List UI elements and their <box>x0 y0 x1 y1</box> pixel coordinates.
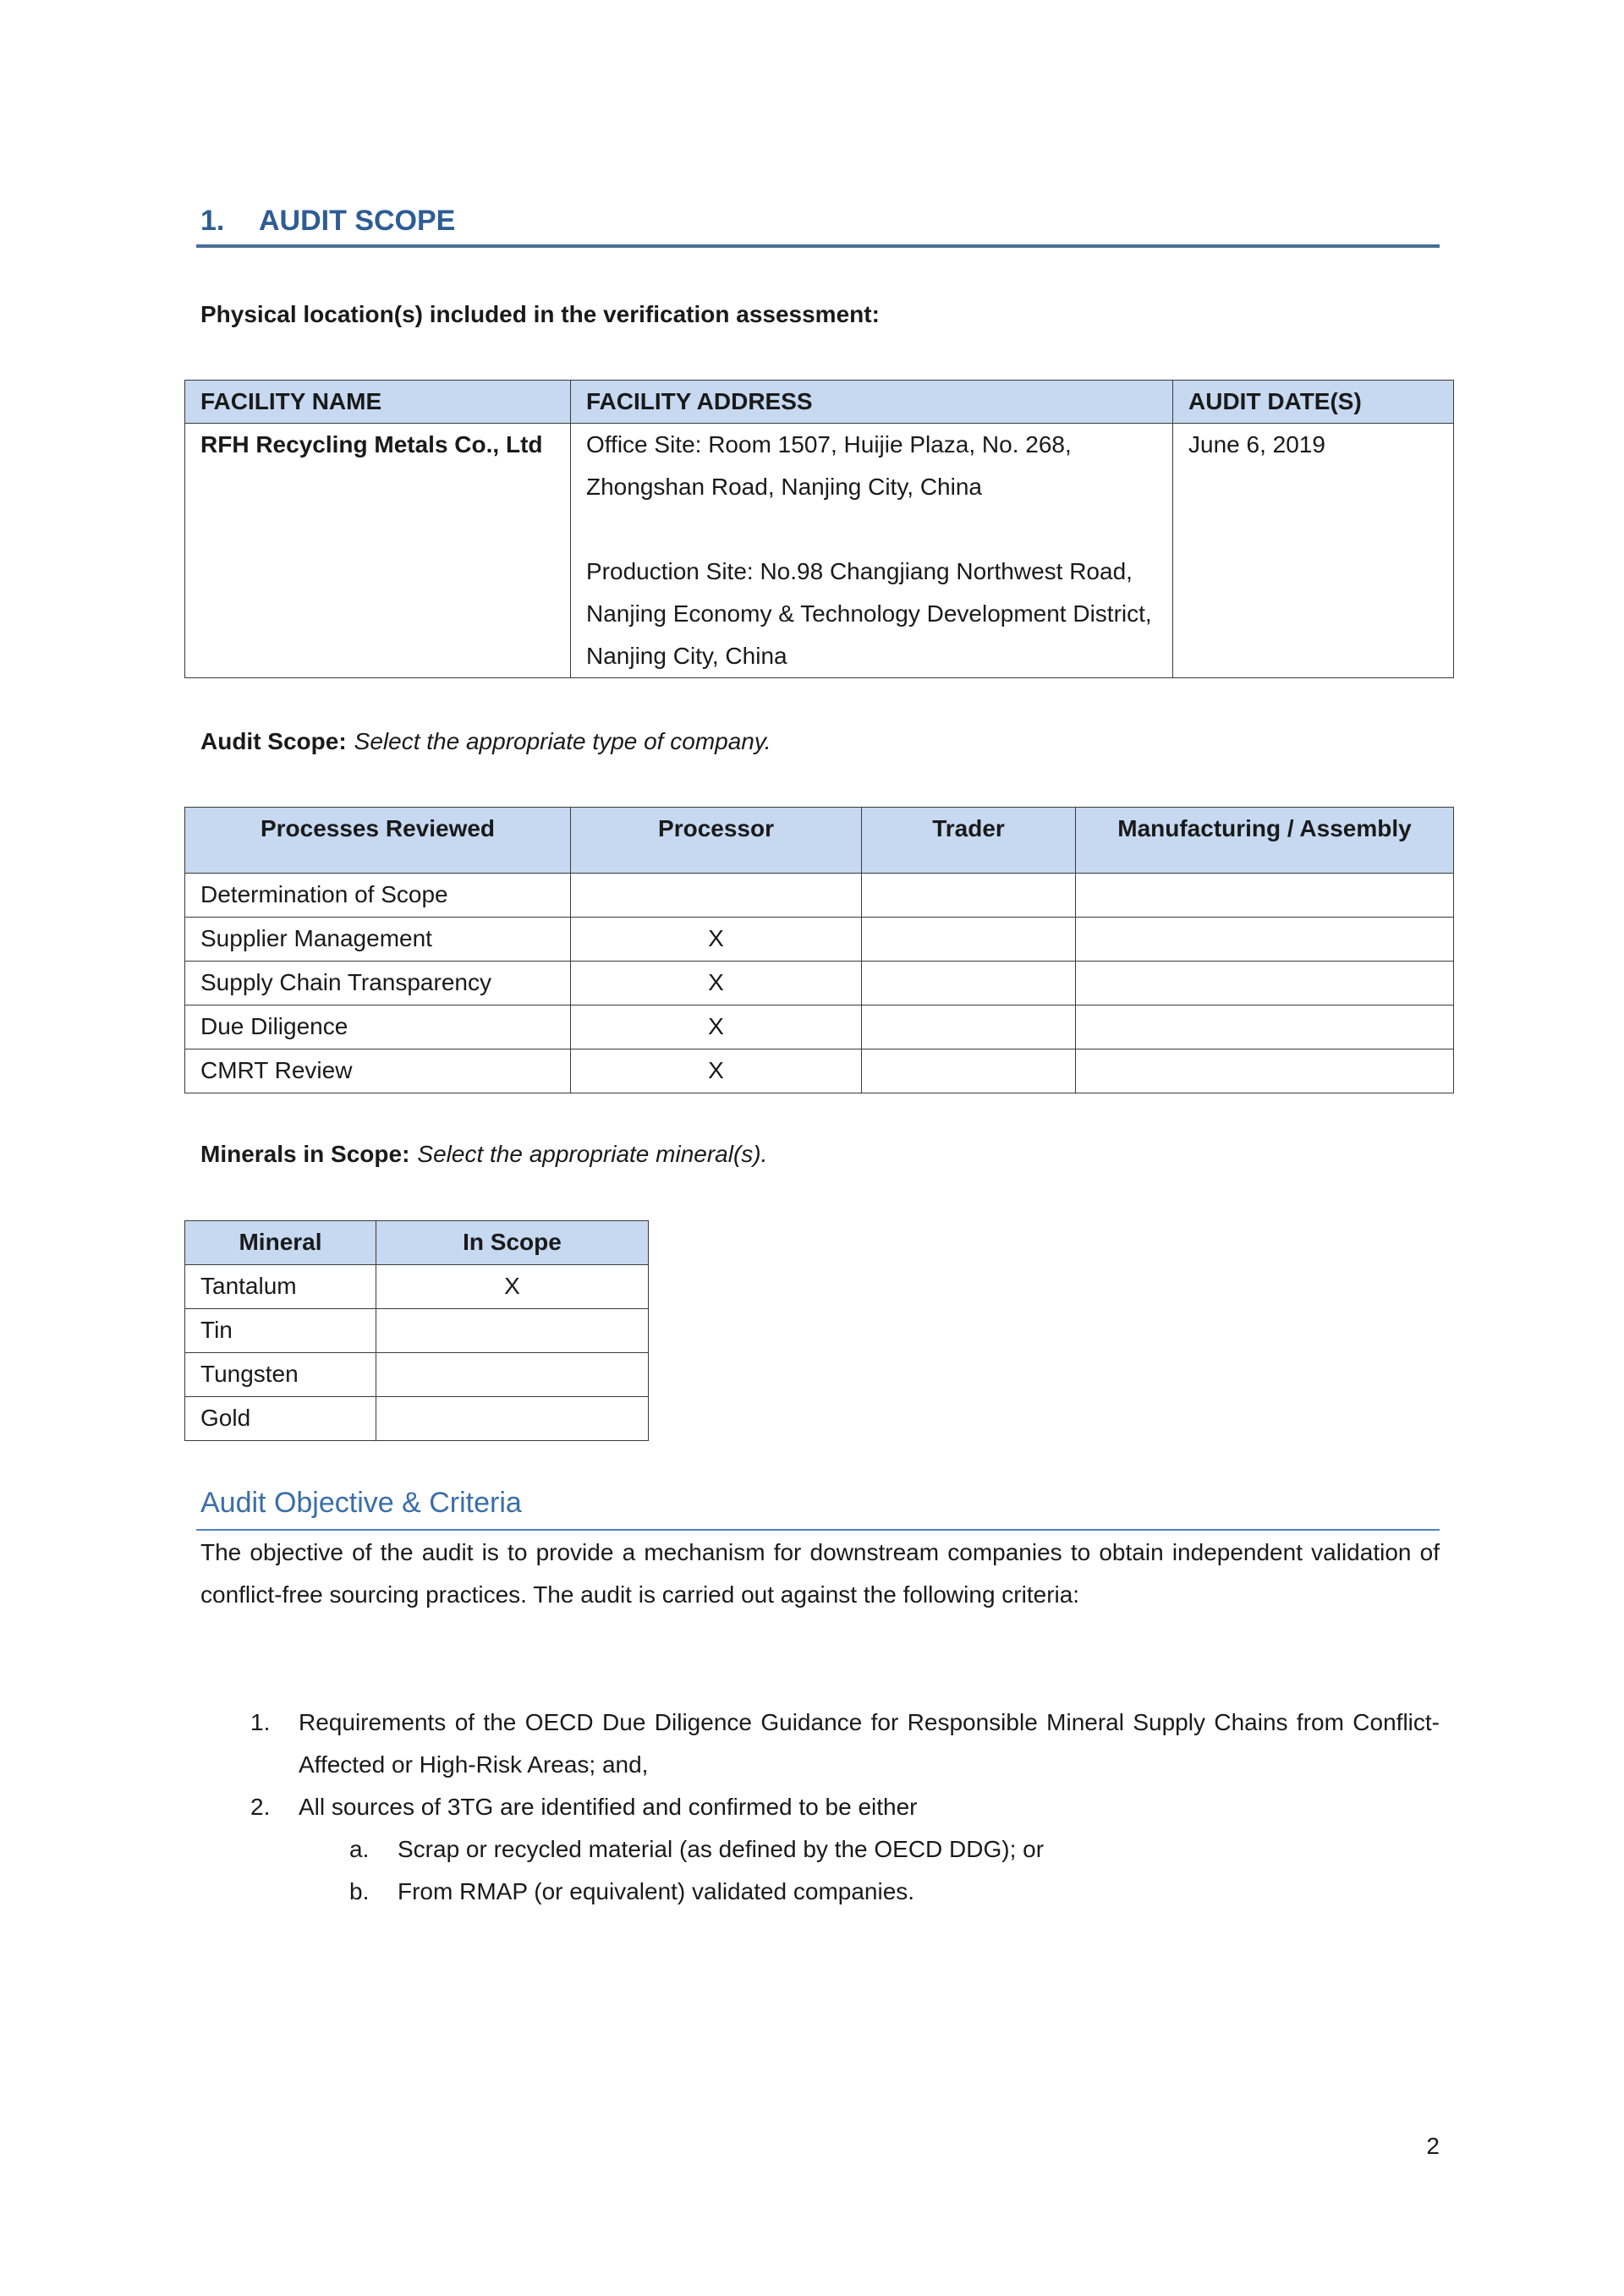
list-marker: a. <box>349 1836 370 1862</box>
trader-cell <box>862 1006 1076 1049</box>
trader-cell <box>862 874 1076 918</box>
section-number: 1. <box>200 205 225 237</box>
table-row <box>185 918 1454 962</box>
processor-cell <box>571 874 862 918</box>
header-audit-dates: AUDIT DATE(S) <box>1173 381 1454 424</box>
minerals-header-row <box>185 1221 649 1265</box>
header-processor: Processor <box>571 808 862 874</box>
mineral-name: Tin <box>185 1309 376 1353</box>
process-name: Due Diligence <box>185 1006 571 1049</box>
process-name: Supply Chain Transparency <box>185 962 571 1006</box>
process-name: CMRT Review <box>185 1049 571 1093</box>
locations-label <box>200 293 1440 336</box>
criteria-list <box>250 1701 1440 1913</box>
mineral-name: Gold <box>185 1397 376 1441</box>
page-number: 2 <box>1426 2133 1440 2159</box>
minerals-instruction: Select the appropriate mineral(s). <box>417 1141 768 1167</box>
manufacturing-cell <box>1076 962 1454 1006</box>
trader-cell <box>862 1049 1076 1093</box>
processor-cell: X <box>571 918 862 962</box>
header-trader: Trader <box>862 808 1076 874</box>
in-scope-cell: X <box>376 1265 649 1309</box>
in-scope-cell <box>376 1309 649 1353</box>
list-item <box>250 1701 1440 1786</box>
table-row <box>185 424 1454 678</box>
header-facility-address: FACILITY ADDRESS <box>571 381 1173 424</box>
header-processes-reviewed: Processes Reviewed <box>185 808 571 874</box>
manufacturing-cell <box>1076 1049 1454 1093</box>
production-site-address: Production Site: No.98 Changjiang Northwest Road, Nanjing Economy & Technology Development District, Nanjing City, China <box>586 558 1152 669</box>
trader-cell <box>862 962 1076 1006</box>
audit-scope-header-row <box>185 808 1454 874</box>
audit-date: June 6, 2019 <box>1173 424 1454 678</box>
header-mineral: Mineral <box>185 1221 376 1265</box>
header-manufacturing-assembly: Manufacturing / Assembly <box>1076 808 1454 874</box>
section-title: AUDIT SCOPE <box>259 205 456 237</box>
office-site-address: Office Site: Room 1507, Huijie Plaza, No. 268, Zhongshan Road, Nanjing City, China <box>586 431 1072 500</box>
audit-scope-instruction: Select the appropriate type of company. <box>354 728 771 754</box>
processor-cell: X <box>571 1049 862 1093</box>
mineral-name: Tantalum <box>185 1265 376 1309</box>
table-row <box>185 1006 1454 1049</box>
list-text: All sources of 3TG are identified and confirmed to be either <box>299 1794 918 1820</box>
processor-cell: X <box>571 1006 862 1049</box>
facility-table <box>184 380 1454 678</box>
list-text: Requirements of the OECD Due Diligence Guidance for Responsible Mineral Supply Chains from Conflict-Affected or High-Risk Areas; and, <box>299 1709 1440 1778</box>
minerals-table <box>184 1220 649 1441</box>
facility-name: RFH Recycling Metals Co., Ltd <box>185 424 571 678</box>
manufacturing-cell <box>1076 918 1454 962</box>
section-heading <box>196 200 1440 248</box>
processor-cell: X <box>571 962 862 1006</box>
sub-list-item <box>349 1828 1440 1871</box>
in-scope-cell <box>376 1353 649 1397</box>
header-in-scope: In Scope <box>376 1221 649 1265</box>
list-marker: 2. <box>250 1794 271 1820</box>
minerals-label-text: Minerals in Scope: <box>200 1141 410 1167</box>
list-text: Scrap or recycled material (as defined by the OECD DDG); or <box>398 1836 1045 1862</box>
manufacturing-cell <box>1076 874 1454 918</box>
list-text: From RMAP (or equivalent) validated companies. <box>398 1878 915 1904</box>
manufacturing-cell <box>1076 1006 1454 1049</box>
mineral-name: Tungsten <box>185 1353 376 1397</box>
audit-scope-label-text: Audit Scope: <box>200 728 347 754</box>
list-item <box>250 1786 1440 1828</box>
minerals-label <box>200 1133 1440 1175</box>
table-row <box>185 962 1454 1006</box>
table-row <box>185 1049 1454 1093</box>
facility-table-header-row <box>185 381 1454 424</box>
audit-scope-label <box>200 721 1440 763</box>
objective-paragraph: The objective of the audit is to provide a mechanism for downstream companies to obtain independent validation of conflict-free sourcing practices. The audit is carried out against the following criteria: <box>200 1539 1440 1608</box>
locations-label-text: Physical location(s) included in the verification assessment: <box>200 301 880 327</box>
in-scope-cell <box>376 1397 649 1441</box>
table-row <box>185 1353 649 1397</box>
table-row <box>185 1309 649 1353</box>
header-facility-name: FACILITY NAME <box>185 381 571 424</box>
facility-address <box>571 424 1173 678</box>
process-name: Supplier Management <box>185 918 571 962</box>
table-row <box>185 1397 649 1441</box>
table-row <box>185 874 1454 918</box>
table-row <box>185 1265 649 1309</box>
audit-scope-table <box>184 807 1454 1093</box>
list-marker: 1. <box>250 1709 271 1735</box>
sub-list-item <box>349 1871 1440 1913</box>
list-marker: b. <box>349 1878 370 1904</box>
trader-cell <box>862 918 1076 962</box>
process-name: Determination of Scope <box>185 874 571 918</box>
objective-heading: Audit Objective & Criteria <box>196 1482 1440 1531</box>
